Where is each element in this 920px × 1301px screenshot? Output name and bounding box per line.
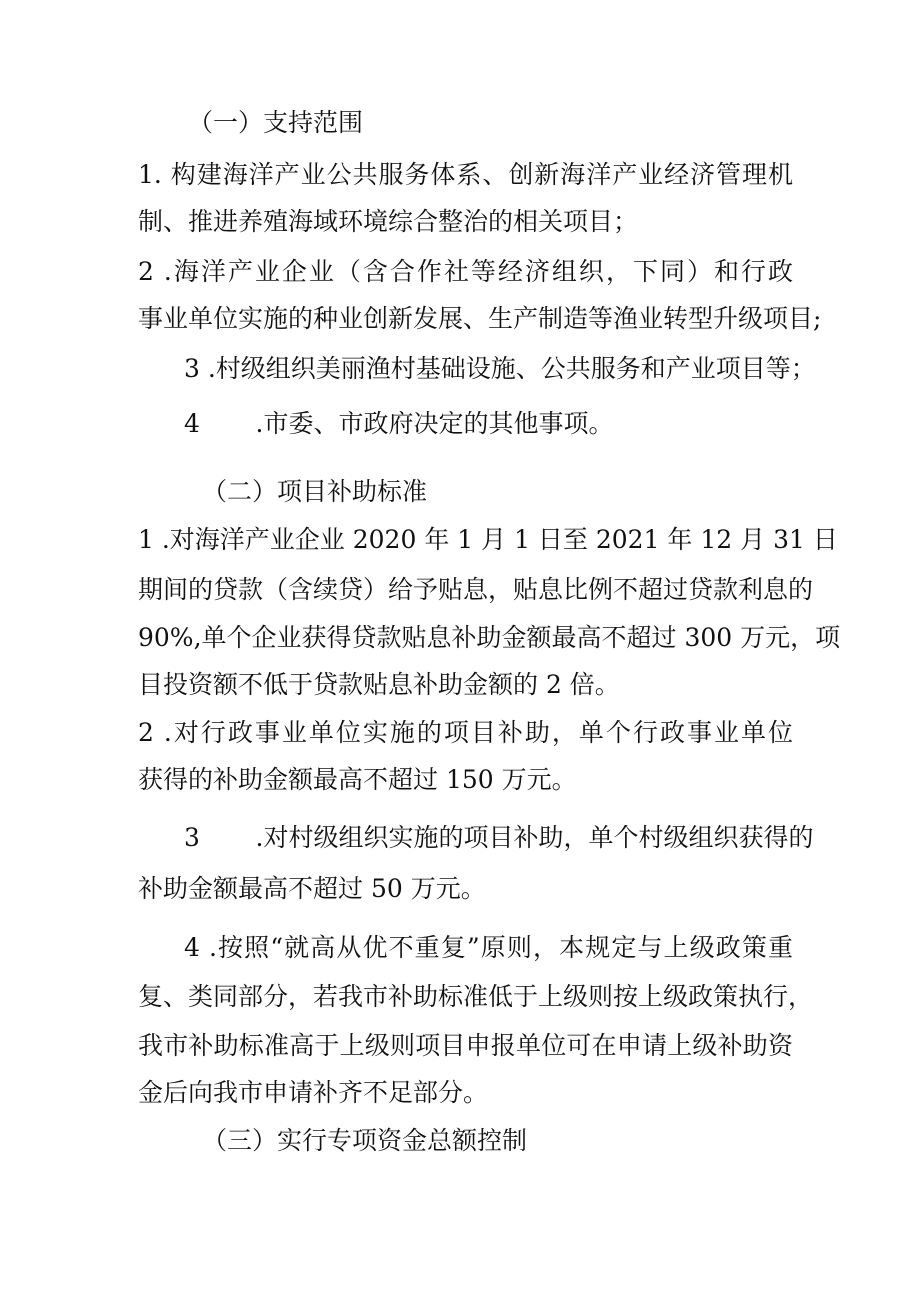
scope-item-1-line-2: 制、推进养殖海域环境综合整治的相关项目； [138, 207, 639, 236]
scope-item-2-line-1: 2 .海洋产业企业（含合作社等经济组织，下同）和行政 [138, 257, 793, 286]
standard-item-1-line-3: 90%,单个企业获得贷款贴息补助金额最高不超过 300 万元，项 [138, 623, 841, 652]
scope-item-2-line-2: 事业单位实施的种业创新发展、生产制造等渔业转型升级项目; [138, 304, 822, 333]
standard-item-2-line-2: 获得的补助金额最高不超过 150 万元。 [138, 765, 577, 794]
scope-item-4: 4 .市委、市政府决定的其他事项。 [184, 409, 614, 438]
standard-item-4-line-4: 金后向我市申请补齐不足部分。 [138, 1078, 489, 1107]
standard-item-1-line-2: 期间的贷款（含续贷）给予贴息，贴息比例不超过贷款利息的 [138, 575, 814, 604]
standard-item-4-line-3: 我市补助标准高于上级则项目申报单位可在申请上级补助资 [138, 1031, 793, 1060]
standard-item-4-line-1: 4 .按照“就高从优不重复”原则，本规定与上级政策重 [184, 933, 793, 962]
section-heading-total-control: （三）实行专项资金总额控制 [202, 1126, 528, 1155]
standard-item-4-line-2: 复、类同部分，若我市补助标准低于上级则按上级政策执行， [138, 982, 814, 1011]
scope-item-1-line-1: 1. 构建海洋产业公共服务体系、创新海洋产业经济管理机 [138, 160, 793, 189]
standard-item-1-line-1: 1 .对海洋产业企业 2020 年 1 月 1 日至 2021 年 12 月 31 日 [138, 525, 838, 554]
standard-item-3-line-2: 补助金额最高不超过 50 万元。 [138, 874, 486, 903]
section-heading-subsidy-standard: （二）项目补助标准 [202, 477, 428, 506]
scope-item-3: 3 .村级组织美丽渔村基础设施、公共服务和产业项目等； [184, 354, 816, 383]
section-heading-scope: （一）支持范围 [188, 108, 364, 137]
standard-item-1-line-4: 目投资额不低于贷款贴息补助金额的 2 倍。 [138, 670, 620, 699]
standard-item-3-line-1: 3 .对村级组织实施的项目补助，单个村级组织获得的 [184, 823, 814, 852]
standard-item-2-line-1: 2 .对行政事业单位实施的项目补助，单个行政事业单位 [138, 718, 793, 747]
